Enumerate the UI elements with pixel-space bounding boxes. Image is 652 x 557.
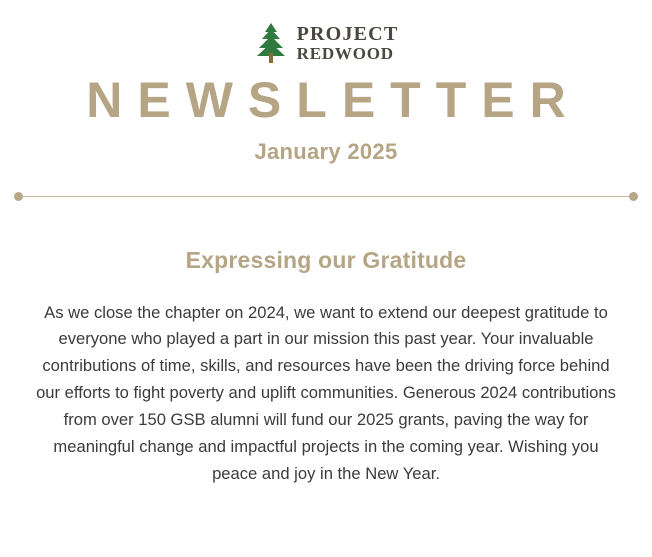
issue-date: January 2025: [254, 138, 398, 164]
article-title: Expressing our Gratitude: [185, 246, 467, 273]
divider-dot-right: [629, 192, 638, 201]
masthead-title: NEWSLETTER: [86, 72, 581, 128]
logo-line-redwood: REDWOOD: [296, 43, 394, 63]
brand-logo: [0, 0, 652, 64]
divider-line: [20, 196, 632, 197]
article-section: [0, 247, 652, 488]
section-divider: [0, 191, 652, 203]
logo-line-project: PROJECT: [296, 23, 399, 46]
article-body: As we close the chapter on 2024, we want to extend our deepest gratitude to everyone who played a part in our mission this past year. Your invaluable contributions of time, skills, and resources have been the driving force behind our efforts to fight poverty and uplift communities. Generous 2024 contributions from over 150 GSB alumni will fund our 2025 grants, paving the way for meaningful change and impactful projects in the coming year. Wishing you peace and joy in the New Year.: [36, 302, 616, 483]
logo-wordmark: [297, 24, 399, 62]
redwood-tree-icon: [254, 22, 288, 64]
